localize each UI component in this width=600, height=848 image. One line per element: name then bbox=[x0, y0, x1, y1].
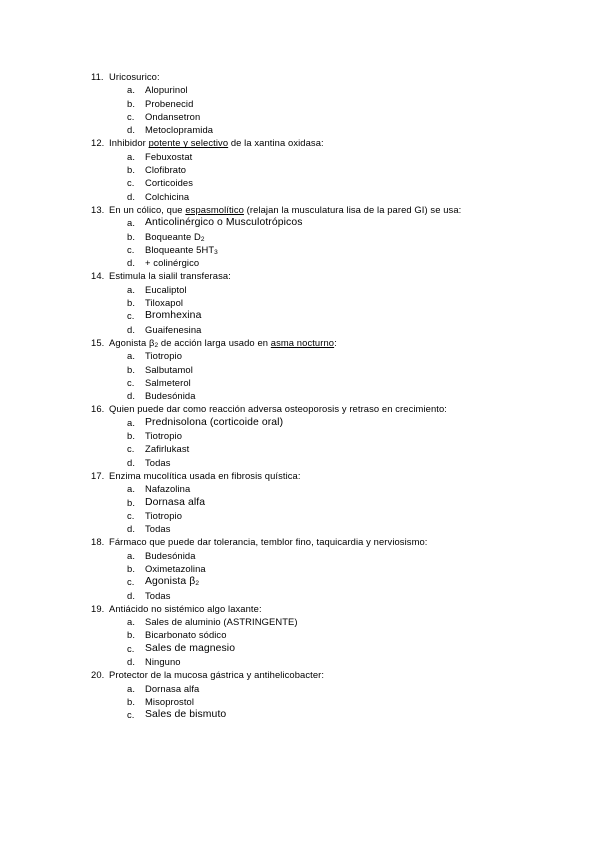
answer-option bbox=[0, 695, 600, 708]
question-block bbox=[0, 602, 600, 668]
answer-option bbox=[0, 615, 600, 628]
option-text bbox=[145, 296, 183, 309]
text-segment: Sales de bismuto bbox=[145, 709, 227, 721]
question-block bbox=[0, 535, 600, 601]
answer-option bbox=[0, 230, 600, 243]
option-text bbox=[145, 176, 193, 189]
answer-option bbox=[0, 416, 600, 429]
option-letter: c. bbox=[127, 110, 135, 122]
option-text bbox=[145, 456, 171, 469]
text-segment: Corticoides bbox=[145, 177, 193, 189]
answer-option bbox=[0, 216, 600, 229]
answer-option bbox=[0, 562, 600, 575]
question-block bbox=[0, 402, 600, 468]
answer-option bbox=[0, 589, 600, 602]
answer-option bbox=[0, 97, 600, 110]
option-letter: c. bbox=[127, 709, 135, 721]
question-row bbox=[0, 535, 600, 548]
text-segment: Zafirlukast bbox=[145, 443, 190, 455]
text-segment: Quien puede dar como reacción adversa osteoporosis y retraso en crecimiento: bbox=[109, 403, 447, 415]
option-text bbox=[145, 708, 226, 721]
answer-option bbox=[0, 708, 600, 721]
option-letter: a. bbox=[127, 682, 136, 694]
option-text bbox=[145, 482, 190, 495]
option-letter: d. bbox=[127, 589, 136, 601]
question-row bbox=[0, 602, 600, 615]
option-text bbox=[145, 389, 196, 402]
option-letter: d. bbox=[127, 190, 136, 202]
option-text bbox=[145, 575, 199, 588]
text-segment: Metoclopramida bbox=[145, 124, 214, 136]
option-letter: a. bbox=[127, 350, 136, 362]
option-text bbox=[145, 97, 193, 110]
answer-option bbox=[0, 256, 600, 269]
text-segment: Todas bbox=[145, 456, 171, 468]
option-letter: b. bbox=[127, 629, 136, 641]
question-block bbox=[0, 668, 600, 721]
answer-option bbox=[0, 296, 600, 309]
option-letter: d. bbox=[127, 523, 136, 535]
option-text bbox=[145, 363, 193, 376]
question-block bbox=[0, 469, 600, 535]
option-text bbox=[145, 549, 196, 562]
option-text bbox=[145, 509, 182, 522]
question-number: 11. bbox=[91, 71, 104, 82]
question-number: 15. bbox=[91, 336, 105, 348]
option-letter: d. bbox=[127, 390, 136, 402]
text-segment: Bicarbonato sódico bbox=[145, 629, 227, 641]
question-text bbox=[109, 535, 428, 548]
option-text bbox=[145, 283, 187, 296]
answer-option bbox=[0, 522, 600, 535]
option-text bbox=[145, 323, 201, 336]
option-letter: d. bbox=[127, 323, 136, 335]
text-segment: Fármaco que puede dar tolerancia, temblor fino, taquicardia y nerviosismo: bbox=[109, 536, 428, 548]
option-text bbox=[145, 655, 181, 668]
answer-option bbox=[0, 429, 600, 442]
answer-option bbox=[0, 283, 600, 296]
option-text bbox=[145, 216, 303, 229]
option-letter: a. bbox=[127, 84, 136, 96]
option-letter: b. bbox=[127, 164, 136, 176]
option-letter: a. bbox=[127, 549, 136, 561]
question-number: 13. bbox=[91, 203, 105, 215]
question-number: 16. bbox=[91, 403, 105, 415]
option-text bbox=[145, 682, 199, 695]
option-text bbox=[145, 496, 205, 509]
text-segment: Estimula la sialil transferasa: bbox=[109, 270, 231, 282]
answer-option bbox=[0, 150, 600, 163]
answer-option bbox=[0, 442, 600, 455]
text-segment: Enzima mucolítica usada en fibrosis quística: bbox=[109, 469, 301, 481]
option-letter: d. bbox=[127, 257, 136, 269]
text-segment: Agonista β bbox=[109, 336, 155, 348]
option-letter: b. bbox=[127, 363, 136, 375]
text-segment: Oximetazolina bbox=[145, 562, 206, 574]
option-text bbox=[145, 83, 188, 96]
answer-option bbox=[0, 363, 600, 376]
option-text bbox=[145, 522, 171, 535]
option-letter: b. bbox=[127, 496, 136, 508]
answer-option bbox=[0, 642, 600, 655]
text-segment: Budesónida bbox=[145, 390, 196, 402]
underlined-text: asma nocturno bbox=[270, 336, 335, 348]
option-letter: c. bbox=[127, 509, 135, 521]
text-segment: Bloqueante 5HT bbox=[145, 243, 215, 255]
question-row bbox=[0, 402, 600, 415]
option-letter: a. bbox=[127, 416, 136, 428]
question-text bbox=[109, 469, 301, 482]
question-row bbox=[0, 336, 600, 349]
text-segment: Todas bbox=[145, 523, 171, 535]
question-number: 20. bbox=[91, 669, 105, 681]
question-block bbox=[0, 269, 600, 335]
answer-option bbox=[0, 83, 600, 96]
text-segment: Eucaliptol bbox=[145, 283, 187, 295]
question-number: 18. bbox=[91, 536, 105, 548]
text-segment: Misoprostol bbox=[145, 695, 195, 707]
answer-option bbox=[0, 163, 600, 176]
subscript-text: 2 bbox=[195, 580, 200, 588]
option-text bbox=[145, 150, 192, 163]
text-segment: Todas bbox=[145, 589, 171, 601]
option-letter: d. bbox=[127, 656, 136, 668]
option-text bbox=[145, 309, 201, 322]
answer-option bbox=[0, 655, 600, 668]
text-segment: Guaifenesina bbox=[145, 323, 202, 335]
question-text bbox=[109, 269, 231, 282]
option-letter: b. bbox=[127, 97, 136, 109]
answer-option bbox=[0, 123, 600, 136]
option-letter: b. bbox=[127, 430, 136, 442]
option-letter: c. bbox=[127, 376, 135, 388]
answer-option bbox=[0, 243, 600, 256]
answer-option bbox=[0, 482, 600, 495]
option-letter: a. bbox=[127, 217, 136, 229]
answer-option bbox=[0, 190, 600, 203]
text-segment: Tiotropio bbox=[145, 350, 183, 362]
question-number: 12. bbox=[91, 137, 105, 149]
text-segment: Bromhexina bbox=[145, 310, 202, 322]
text-segment: Colchicina bbox=[145, 190, 190, 202]
answer-option bbox=[0, 323, 600, 336]
text-segment: Sales de magnesio bbox=[145, 642, 236, 654]
question-list bbox=[0, 70, 600, 722]
text-segment: de la xantina oxidasa: bbox=[228, 137, 324, 149]
underlined-text: potente y selectivo bbox=[148, 137, 229, 149]
option-letter: a. bbox=[127, 616, 136, 628]
question-row bbox=[0, 469, 600, 482]
question-text bbox=[109, 70, 160, 83]
text-segment: : bbox=[334, 336, 337, 348]
question-number: 19. bbox=[91, 602, 105, 614]
option-text bbox=[145, 628, 227, 641]
option-text bbox=[145, 163, 186, 176]
option-text bbox=[145, 376, 191, 389]
answer-option bbox=[0, 575, 600, 588]
answer-option bbox=[0, 509, 600, 522]
text-segment: + colinérgico bbox=[145, 257, 200, 269]
option-letter: a. bbox=[127, 283, 136, 295]
answer-option bbox=[0, 682, 600, 695]
question-block bbox=[0, 336, 600, 402]
answer-option bbox=[0, 176, 600, 189]
answer-option bbox=[0, 309, 600, 322]
text-segment: Budesónida bbox=[145, 549, 196, 561]
text-segment: Protector de la mucosa gástrica y antihelicobacter: bbox=[109, 669, 325, 681]
question-text bbox=[109, 668, 324, 681]
option-letter: c. bbox=[127, 177, 135, 189]
text-segment: Prednisolona (corticoide oral) bbox=[145, 416, 284, 428]
option-letter: c. bbox=[127, 443, 135, 455]
answer-option bbox=[0, 549, 600, 562]
option-letter: d. bbox=[127, 124, 136, 136]
option-text bbox=[145, 562, 206, 575]
option-letter: a. bbox=[127, 483, 136, 495]
option-letter: c. bbox=[127, 642, 135, 654]
text-segment: Sales de aluminio (ASTRINGENTE) bbox=[145, 616, 298, 628]
text-segment: Antiácido no sistémico algo laxante: bbox=[109, 602, 262, 614]
question-row bbox=[0, 203, 600, 216]
option-text bbox=[145, 256, 199, 269]
option-letter: c. bbox=[127, 243, 135, 255]
text-segment: Inhibidor bbox=[109, 137, 149, 149]
question-number: 17. bbox=[91, 469, 105, 481]
question-block bbox=[0, 136, 600, 202]
text-segment: Tiloxapol bbox=[145, 297, 184, 309]
text-segment: Dornasa alfa bbox=[145, 496, 206, 508]
option-text bbox=[145, 230, 205, 243]
option-text bbox=[145, 416, 283, 429]
subscript-text: 2 bbox=[154, 341, 159, 349]
question-text bbox=[109, 203, 461, 216]
text-segment: Alopurinol bbox=[145, 84, 188, 96]
answer-option bbox=[0, 496, 600, 509]
answer-option bbox=[0, 349, 600, 362]
question-block bbox=[0, 70, 600, 136]
answer-option bbox=[0, 628, 600, 641]
option-text bbox=[145, 243, 218, 256]
text-segment: Boqueante D bbox=[145, 230, 201, 242]
text-segment: Agonista β bbox=[145, 576, 196, 588]
option-letter: a. bbox=[127, 150, 136, 162]
text-segment: Anticolinérgico o Musculotrópicos bbox=[145, 217, 303, 229]
option-text bbox=[145, 615, 298, 628]
text-segment: Tiotropio bbox=[145, 509, 183, 521]
text-segment: Uricosurico: bbox=[109, 71, 160, 82]
option-text bbox=[145, 429, 182, 442]
answer-option bbox=[0, 110, 600, 123]
question-text bbox=[109, 402, 447, 415]
option-text bbox=[145, 190, 189, 203]
text-segment: Dornasa alfa bbox=[145, 682, 200, 694]
answer-option bbox=[0, 456, 600, 469]
question-number: 14. bbox=[91, 270, 105, 282]
option-letter: b. bbox=[127, 297, 136, 309]
option-letter: c. bbox=[127, 576, 135, 588]
option-text bbox=[145, 110, 200, 123]
question-text bbox=[109, 336, 337, 349]
option-letter: b. bbox=[127, 230, 136, 242]
option-text bbox=[145, 349, 182, 362]
text-segment: Salbutamol bbox=[145, 363, 193, 375]
text-segment: Probenecid bbox=[145, 97, 194, 109]
answer-option bbox=[0, 376, 600, 389]
underlined-text: espasmolítico bbox=[185, 203, 244, 215]
text-segment: Febuxostat bbox=[145, 150, 193, 162]
question-row bbox=[0, 136, 600, 149]
text-segment: Tiotropio bbox=[145, 430, 183, 442]
text-segment: Ninguno bbox=[145, 656, 181, 668]
question-block bbox=[0, 203, 600, 269]
option-letter: d. bbox=[127, 456, 136, 468]
text-segment: Clofibrato bbox=[145, 164, 187, 176]
option-text bbox=[145, 589, 171, 602]
option-letter: b. bbox=[127, 562, 136, 574]
subscript-text: 2 bbox=[200, 235, 205, 243]
question-row bbox=[0, 70, 600, 83]
option-text bbox=[145, 642, 235, 655]
option-letter: c. bbox=[127, 310, 135, 322]
option-text bbox=[145, 695, 194, 708]
subscript-text: 3 bbox=[214, 248, 218, 256]
text-segment: de acción larga usado en bbox=[158, 336, 271, 348]
option-letter: b. bbox=[127, 695, 136, 707]
text-segment: En un cólico, que bbox=[109, 203, 186, 215]
text-segment: Nafazolina bbox=[145, 483, 191, 495]
text-segment: Ondansetron bbox=[145, 110, 201, 122]
answer-option bbox=[0, 389, 600, 402]
text-segment: (relajan la musculatura lisa de la pared GI) se usa: bbox=[243, 203, 462, 215]
text-segment: Salmeterol bbox=[145, 376, 191, 388]
option-text bbox=[145, 442, 189, 455]
question-row bbox=[0, 269, 600, 282]
question-text bbox=[109, 602, 262, 615]
question-row bbox=[0, 668, 600, 681]
question-text bbox=[109, 136, 324, 149]
option-text bbox=[145, 123, 213, 136]
